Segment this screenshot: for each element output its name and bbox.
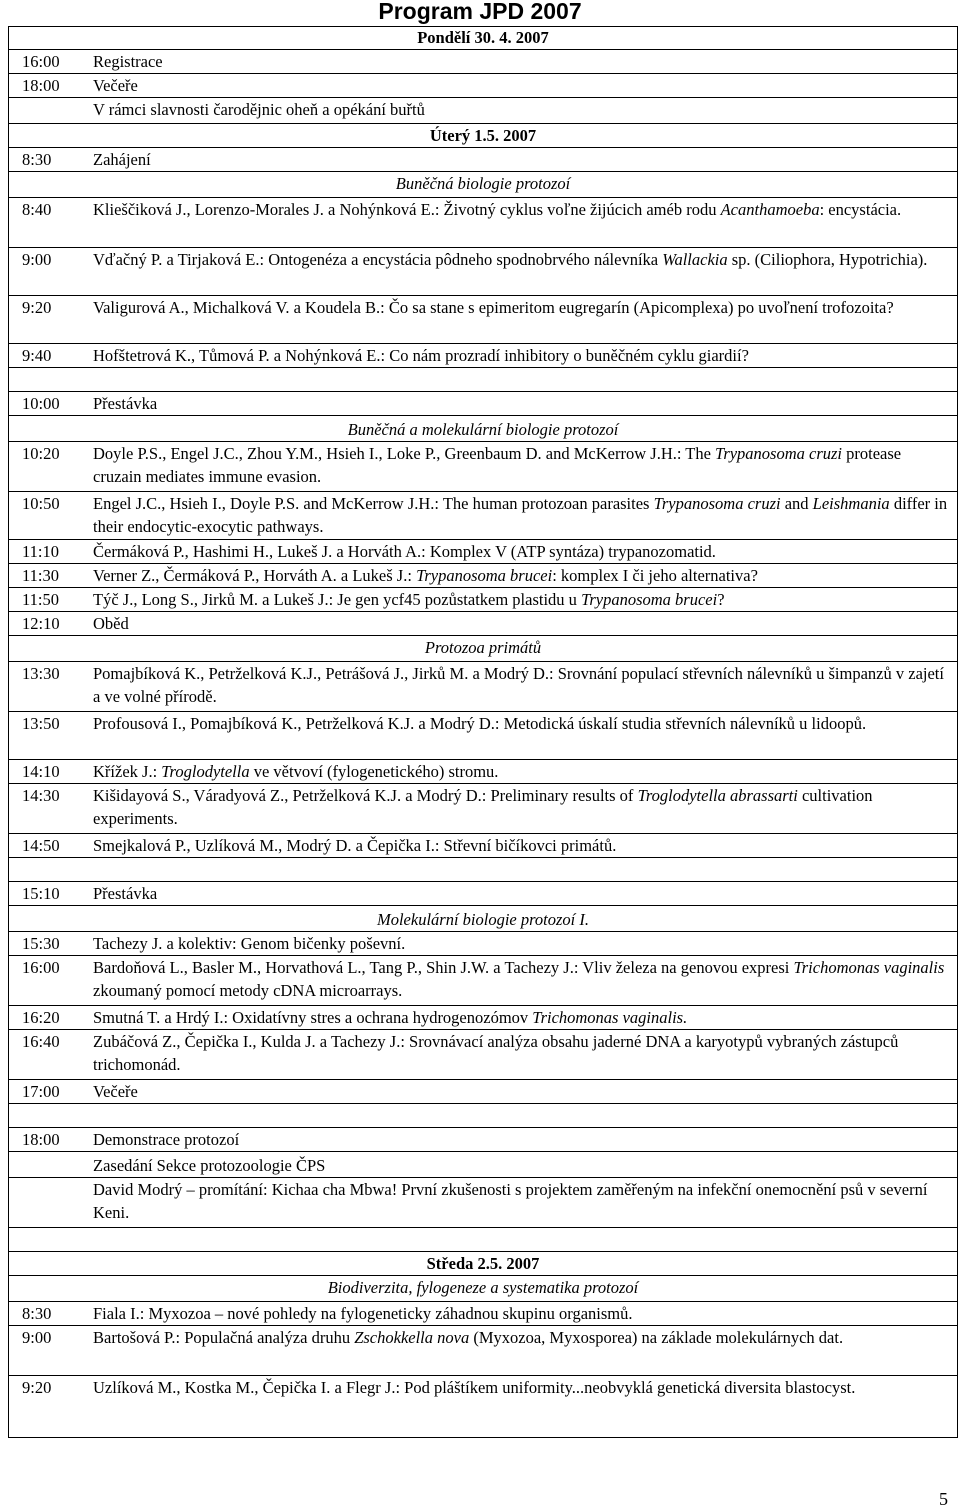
time-cell: 14:10 (22, 762, 60, 781)
time-cell: 12:10 (22, 614, 60, 633)
schedule-row (8, 74, 958, 98)
event-description: Fiala I.: Myxozoa – nové pohledy na fylogeneticky záhadnou skupinu organismů. (93, 1304, 633, 1323)
event-description: Bartošová P.: Populačná analýza druhu Zschokkella nova (Myxozoa, Myxosporea) na základe molekulárnych dat. (93, 1328, 844, 1347)
time-cell: 15:30 (22, 934, 60, 953)
time-cell: 9:40 (22, 346, 52, 365)
event-description: David Modrý – promítání: Kichaa cha Mbwa! První zkušenosti s projektem zaměřeným na infekční onemocnění psů v severní Keni. (93, 1180, 928, 1222)
time-cell: 15:10 (22, 884, 60, 903)
event-description: Klieščiková J., Lorenzo-Morales J. a Nohýnková E.: Životný cyklus voľne žijúcich améb rodu Acanthamoeba: encystácia. (93, 200, 902, 219)
schedule-row (8, 540, 958, 564)
event-description: Hofštetrová K., Tůmová P. a Nohýnková E.: Co nám prozradí inhibitory o buněčném cyklu giardií? (93, 346, 749, 365)
day-heading: Úterý 1.5. 2007 (429, 126, 537, 145)
time-cell: 11:10 (22, 542, 59, 561)
event-description: Demonstrace protozoí (93, 1130, 240, 1149)
time-cell: 10:50 (22, 494, 60, 513)
day-heading-row (8, 1252, 958, 1276)
time-cell: 10:00 (22, 394, 60, 413)
event-description: Doyle P.S., Engel J.C., Zhou Y.M., Hsieh I., Loke P., Greenbaum D. and McKerrow J.H.: The Trypanosoma cruzi protease cruzain mediates immune evasion. (93, 444, 902, 486)
schedule-row (8, 296, 958, 344)
event-description: Zubáčová Z., Čepička I., Kulda J. a Tachezy J.: Srovnávací analýza obsahu jaderné DNA a karyotypů vybraných zástupců trichomonád. (93, 1032, 899, 1074)
schedule-row (8, 148, 958, 172)
blank-row (8, 368, 958, 392)
section-heading: Protozoa primátů (424, 638, 542, 657)
schedule-row (8, 784, 958, 834)
time-cell: 11:50 (22, 590, 59, 609)
event-description: Smejkalová P., Uzlíková M., Modrý D. a Čepička I.: Střevní bičíkovci primátů. (93, 836, 617, 855)
time-cell: 14:30 (22, 786, 60, 805)
time-cell: 13:50 (22, 714, 60, 733)
section-heading: Molekulární biologie protozoí I. (376, 910, 590, 929)
section-heading-row (8, 636, 958, 662)
schedule-row (8, 834, 958, 858)
event-description: V rámci slavnosti čarodějnic oheň a opékání buřtů (93, 100, 425, 119)
schedule-row (8, 662, 958, 712)
time-cell: 16:00 (22, 958, 60, 977)
page-number: 5 (939, 1489, 948, 1509)
event-description: Bardoňová L., Basler M., Horvathová L., Tang P., Shin J.W. a Tachezy J.: Vliv železa na genovou expresi Trichomonas vaginalis zkoumaný pomocí metody cDNA microarrays. (93, 958, 945, 1000)
schedule-row (8, 442, 958, 492)
day-heading: Středa 2.5. 2007 (426, 1254, 540, 1273)
blank-row (8, 1104, 958, 1128)
time-cell: 8:30 (22, 1304, 52, 1323)
time-cell: 18:00 (22, 1130, 60, 1149)
time-cell: 16:40 (22, 1032, 60, 1051)
schedule-row (8, 98, 958, 124)
page-title: Program JPD 2007 (378, 0, 582, 24)
time-cell: 11:30 (22, 566, 59, 585)
event-description: Oběd (93, 614, 129, 633)
day-heading: Pondělí 30. 4. 2007 (417, 28, 549, 47)
section-heading: Buněčná a molekulární biologie protozoí (347, 420, 619, 439)
time-cell: 16:20 (22, 1008, 60, 1027)
time-cell: 18:00 (22, 76, 60, 95)
schedule-row (8, 1030, 958, 1080)
schedule-row (8, 1154, 958, 1178)
schedule-row (8, 932, 958, 956)
event-description: Uzlíková M., Kostka M., Čepička I. a Flegr J.: Pod pláštíkem uniformity...neobvyklá genetická diversita blastocyst. (93, 1378, 856, 1397)
event-description: Večeře (93, 1082, 138, 1101)
time-cell: 16:00 (22, 52, 60, 71)
schedule-row (8, 198, 958, 248)
schedule-row (8, 392, 958, 416)
schedule-row (8, 612, 958, 636)
day-heading-row (8, 124, 958, 148)
section-heading: Biodiverzita, fylogeneze a systematika protozoí (327, 1278, 639, 1297)
blank-row (8, 858, 958, 882)
event-description: Zahájení (93, 150, 151, 169)
schedule-row (8, 248, 958, 296)
schedule-row (8, 492, 958, 540)
time-cell: 9:00 (22, 250, 52, 269)
event-description: Verner Z., Čermáková P., Horváth A. a Lukeš J.: Trypanosoma brucei: komplex I či jeho alternativa? (93, 566, 758, 585)
time-cell: 8:40 (22, 200, 52, 219)
event-description: Valigurová A., Michalková V. a Koudela B.: Čo sa stane s epimeritom eugregarín (Apicomplexa) po uvoľnení trofozoita? (93, 298, 894, 317)
event-description: Týč J., Long S., Jirků M. a Lukeš J.: Je gen ycf45 pozůstatkem plastidu u Trypanosoma brucei? (93, 590, 725, 609)
event-description: Přestávka (93, 884, 158, 903)
section-heading-row (8, 172, 958, 198)
event-description: Kišidayová S., Váradyová Z., Petrželková K.J. a Modrý D.: Preliminary results of Troglodytella abrassarti cultivation experiments. (93, 786, 873, 828)
event-description: Registrace (93, 52, 163, 71)
event-description: Křížek J.: Troglodytella ve větvoví (fylogenetického) stromu. (93, 762, 499, 781)
section-heading-row (8, 908, 958, 932)
event-description: Vďačný P. a Tirjaková E.: Ontogenéza a encystácia pôdneho spodnobrvého nálevníka Wallackia sp. (Ciliophora, Hypotrichia). (93, 250, 928, 269)
event-description: Smutná T. a Hrdý I.: Oxidatívny stres a ochrana hydrogenozómov Trichomonas vaginalis. (93, 1008, 688, 1027)
schedule-row (8, 344, 958, 368)
schedule-row (8, 1376, 958, 1438)
time-cell: 8:30 (22, 150, 52, 169)
schedule-row (8, 1326, 958, 1376)
time-cell: 9:00 (22, 1328, 52, 1347)
schedule-row (8, 1302, 958, 1326)
schedule-row (8, 1128, 958, 1152)
event-description: Engel J.C., Hsieh I., Doyle P.S. and McKerrow J.H.: The human protozoan parasites Trypanosoma cruzi and Leishmania differ in their endocytic-exocytic pathways. (93, 494, 948, 536)
event-description: Čermáková P., Hashimi H., Lukeš J. a Horváth A.: Komplex V (ATP syntáza) trypanozomatid. (93, 542, 716, 561)
time-cell: 9:20 (22, 298, 52, 317)
section-heading-row (8, 1276, 958, 1302)
day-heading-row (8, 26, 958, 50)
event-description: Profousová I., Pomajbíková K., Petrželková K.J. a Modrý D.: Metodická úskalí studia střevních nálevníků u lidoopů. (93, 714, 867, 733)
blank-row (8, 1228, 958, 1252)
time-cell: 17:00 (22, 1082, 60, 1101)
event-description: Přestávka (93, 394, 158, 413)
schedule-row (8, 760, 958, 784)
schedule-row (8, 712, 958, 760)
section-heading-row (8, 418, 958, 442)
section-heading: Buněčná biologie protozoí (395, 174, 571, 193)
schedule-row (8, 588, 958, 612)
event-description: Večeře (93, 76, 138, 95)
event-description: Tachezy J. a kolektiv: Genom bičenky poševní. (93, 934, 406, 953)
schedule-row (8, 1178, 958, 1228)
event-description: Pomajbíková K., Petrželková K.J., Petrášová J., Jirků M. a Modrý D.: Srovnání populací střevních nálevníků u šimpanzů v zajetí a ve volné přírodě. (93, 664, 944, 706)
event-description: Zasedání Sekce protozoologie ČPS (93, 1156, 326, 1175)
schedule-row (8, 956, 958, 1006)
schedule-row (8, 1080, 958, 1104)
time-cell: 13:30 (22, 664, 60, 683)
schedule-row (8, 882, 958, 906)
time-cell: 10:20 (22, 444, 60, 463)
schedule-row (8, 50, 958, 74)
schedule-row (8, 1006, 958, 1030)
time-cell: 9:20 (22, 1378, 52, 1397)
schedule-row (8, 564, 958, 588)
time-cell: 14:50 (22, 836, 60, 855)
